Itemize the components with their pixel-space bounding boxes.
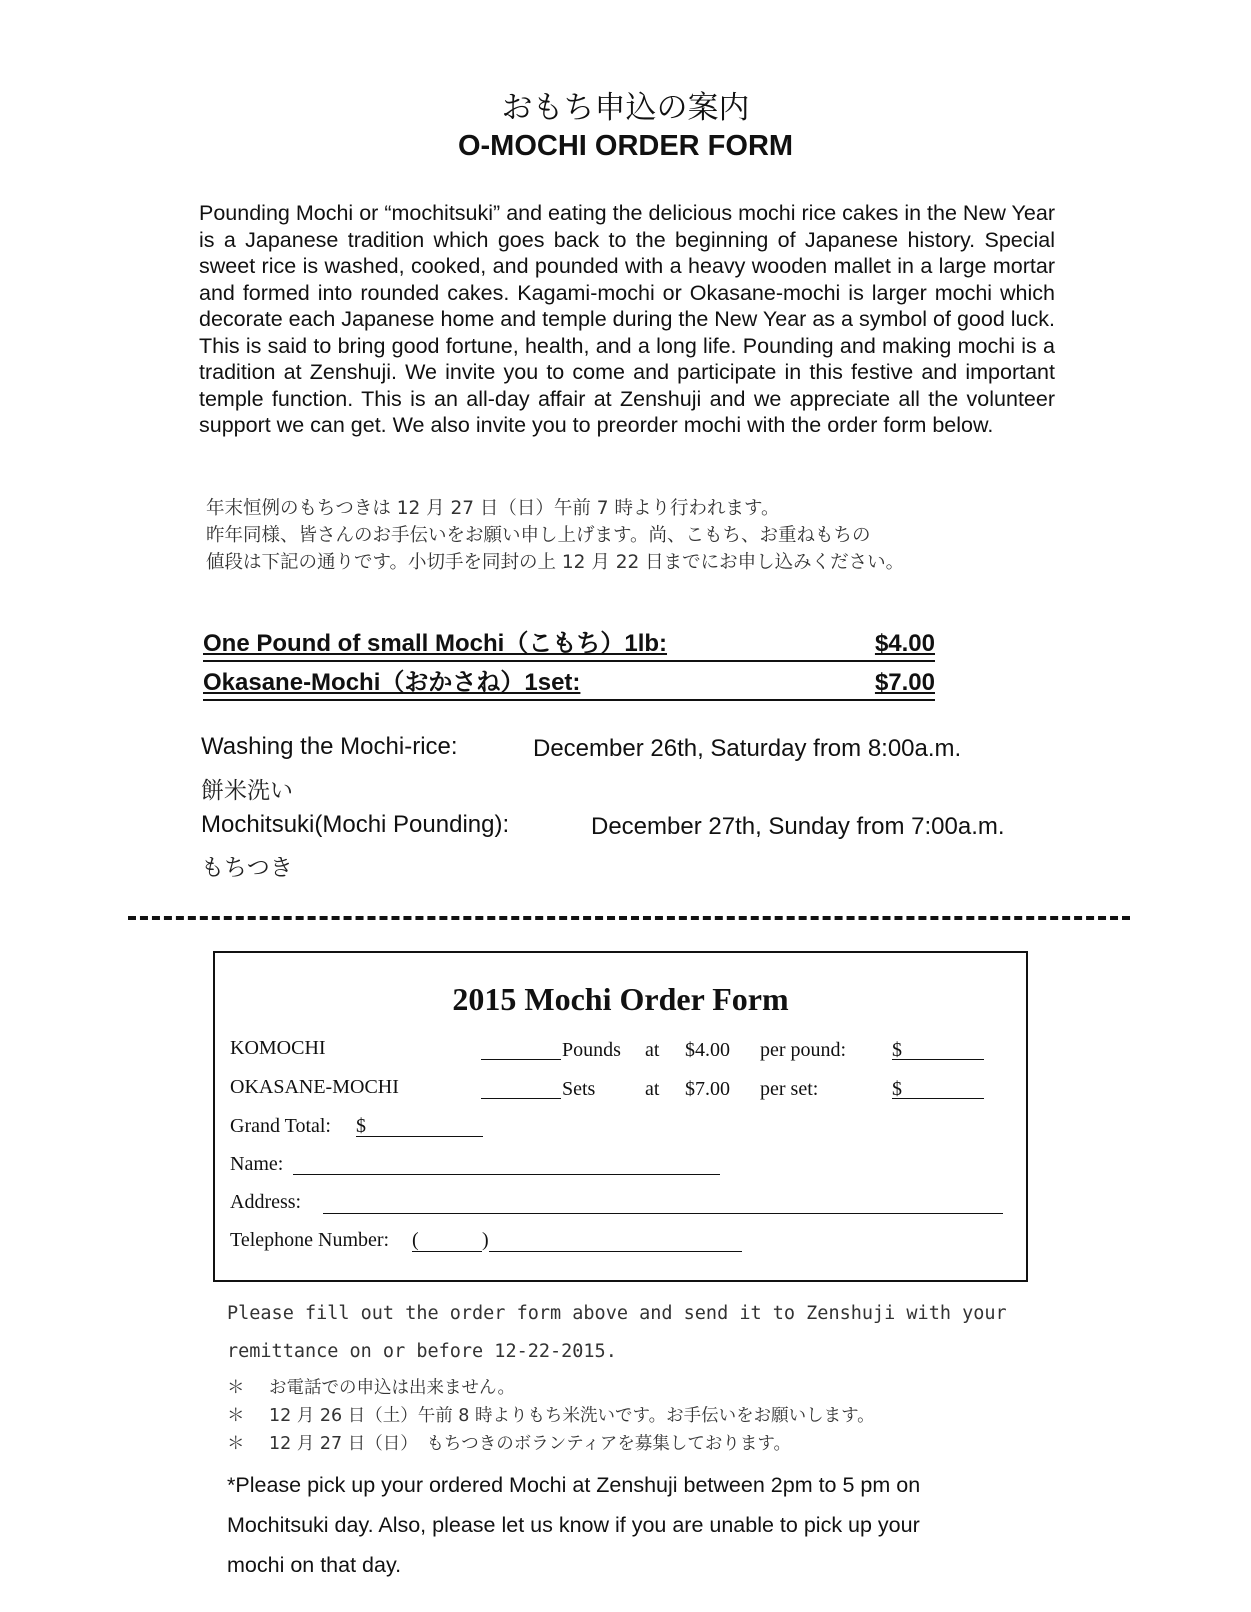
name-field[interactable] bbox=[293, 1154, 720, 1175]
order-form-box bbox=[213, 951, 1028, 1282]
submission-note-line: remittance on or before 12-22-2015. bbox=[227, 1341, 617, 1362]
japanese-notice-line: 昨年同様、皆さんのお手伝いをお願い申し上げます。尚、こもち、お重ねもちの bbox=[206, 525, 871, 546]
okasane-quantity-field[interactable] bbox=[481, 1078, 561, 1099]
name-label: Name: bbox=[230, 1153, 284, 1175]
schedule-pounding-date: December 27th, Sunday from 7:00a.m. bbox=[591, 813, 1005, 840]
okasane-amount-field[interactable] bbox=[892, 1078, 984, 1099]
komochi-unit-price: $4.00 bbox=[685, 1039, 730, 1061]
grand-total-currency: $ bbox=[356, 1115, 366, 1137]
schedule-washing-japanese: 餅米洗い bbox=[201, 778, 293, 804]
submission-note-line: Please fill out the order form above and send it to Zenshuji with your bbox=[227, 1303, 1007, 1324]
komochi-currency: $ bbox=[892, 1039, 902, 1061]
okasane-currency: $ bbox=[892, 1078, 902, 1100]
okasane-at: at bbox=[645, 1078, 660, 1100]
address-field[interactable] bbox=[323, 1193, 1003, 1214]
okasane-unit: Sets bbox=[562, 1078, 596, 1100]
pickup-note-line: Mochitsuki day. Also, please let us know if you are unable to pick up your bbox=[227, 1513, 920, 1537]
schedule-pounding-japanese: もちつき bbox=[201, 855, 293, 881]
cut-line bbox=[128, 916, 1130, 920]
japanese-bullets bbox=[227, 1374, 875, 1458]
price-row-okasane bbox=[203, 665, 935, 701]
asterisk-icon: ＊ bbox=[227, 1434, 245, 1454]
komochi-at: at bbox=[645, 1039, 660, 1061]
komochi-per: per pound: bbox=[760, 1039, 847, 1061]
bullet-text: お電話での申込は出来ません。 bbox=[269, 1378, 516, 1398]
title-japanese: おもち申込の案内 bbox=[501, 90, 750, 126]
telephone-number-field[interactable] bbox=[489, 1231, 742, 1252]
order-form-title: 2015 Mochi Order Form bbox=[452, 981, 789, 1017]
komochi-unit: Pounds bbox=[562, 1039, 621, 1061]
asterisk-icon: ＊ bbox=[227, 1378, 245, 1398]
komochi-amount-field[interactable] bbox=[892, 1039, 984, 1060]
pickup-note bbox=[227, 1465, 1037, 1585]
bullet-text: 12 月 27 日（日） もちつきのボランティアを募集しております。 bbox=[269, 1434, 791, 1454]
telephone-area-code-field[interactable] bbox=[412, 1231, 482, 1252]
schedule-pounding-label: Mochitsuki(Mochi Pounding): bbox=[201, 811, 510, 838]
address-label: Address: bbox=[230, 1191, 302, 1213]
price-value: $4.00 bbox=[874, 630, 935, 657]
pickup-note-line: *Please pick up your ordered Mochi at Zenshuji between 2pm to 5 pm on bbox=[227, 1473, 921, 1497]
bullet-item bbox=[227, 1374, 875, 1402]
bullet-item bbox=[227, 1402, 875, 1430]
grand-total-label: Grand Total: bbox=[230, 1115, 331, 1137]
intro-paragraph: Pounding Mochi or “mochitsuki” and eating the delicious mochi rice cakes in the New Year is a Japanese tradition which goes back to the beginning of Japanese history. Special sweet rice is washed, cooked, and pounded with a heavy wooden mallet in a large mortar and formed into rounded cakes. Kagami-mochi or Okasane-mochi is larger mochi which decorate each Japanese home and temple during the New Year as a symbol of good luck. This is said to bring good fortune, health, and a long life. Pounding and making mochi is a tradition at Zenshuji. We invite you to come and participate in this festive and important temple function. This is an all-day affair at Zenshuji and we appreciate all the volunteer support we can get. We also invite you to preorder mochi with the order form below. bbox=[199, 201, 1055, 437]
komochi-quantity-field[interactable] bbox=[481, 1039, 561, 1060]
okasane-unit-price: $7.00 bbox=[685, 1078, 730, 1100]
japanese-notice-line: 年末恒例のもちつきは 12 月 27 日（日）午前 7 時より行われます。 bbox=[206, 498, 780, 519]
okasane-per: per set: bbox=[760, 1078, 819, 1100]
bullet-text: 12 月 26 日（土）午前 8 時よりもち米洗いです。お手伝いをお願いします。 bbox=[269, 1406, 875, 1426]
price-value: $7.00 bbox=[874, 669, 935, 696]
bullet-item bbox=[227, 1430, 875, 1458]
price-item-label: One Pound of small Mochi（こもち）1lb: bbox=[203, 630, 668, 657]
submission-note bbox=[227, 1295, 1087, 1371]
page-title: O-MOCHI ORDER FORM bbox=[457, 130, 794, 162]
japanese-notice bbox=[206, 495, 1086, 576]
schedule-washing-date: December 26th, Saturday from 8:00a.m. bbox=[533, 735, 962, 762]
telephone-paren-open: ( bbox=[412, 1229, 419, 1251]
asterisk-icon: ＊ bbox=[227, 1406, 245, 1426]
telephone-label: Telephone Number: bbox=[230, 1229, 390, 1251]
schedule-washing-label: Washing the Mochi-rice: bbox=[201, 733, 458, 760]
price-row-komochi bbox=[203, 626, 935, 662]
japanese-notice-line: 値段は下記の通りです。小切手を同封の上 12 月 22 日までにお申し込みください。 bbox=[206, 552, 905, 573]
price-item-label: Okasane-Mochi（おかさね）1set: bbox=[203, 669, 581, 696]
pickup-note-line: mochi on that day. bbox=[227, 1553, 402, 1577]
grand-total-field[interactable] bbox=[356, 1116, 483, 1137]
telephone-paren-close: ) bbox=[482, 1229, 489, 1251]
komochi-label: KOMOCHI bbox=[230, 1037, 326, 1059]
okasane-label: OKASANE-MOCHI bbox=[230, 1076, 399, 1098]
